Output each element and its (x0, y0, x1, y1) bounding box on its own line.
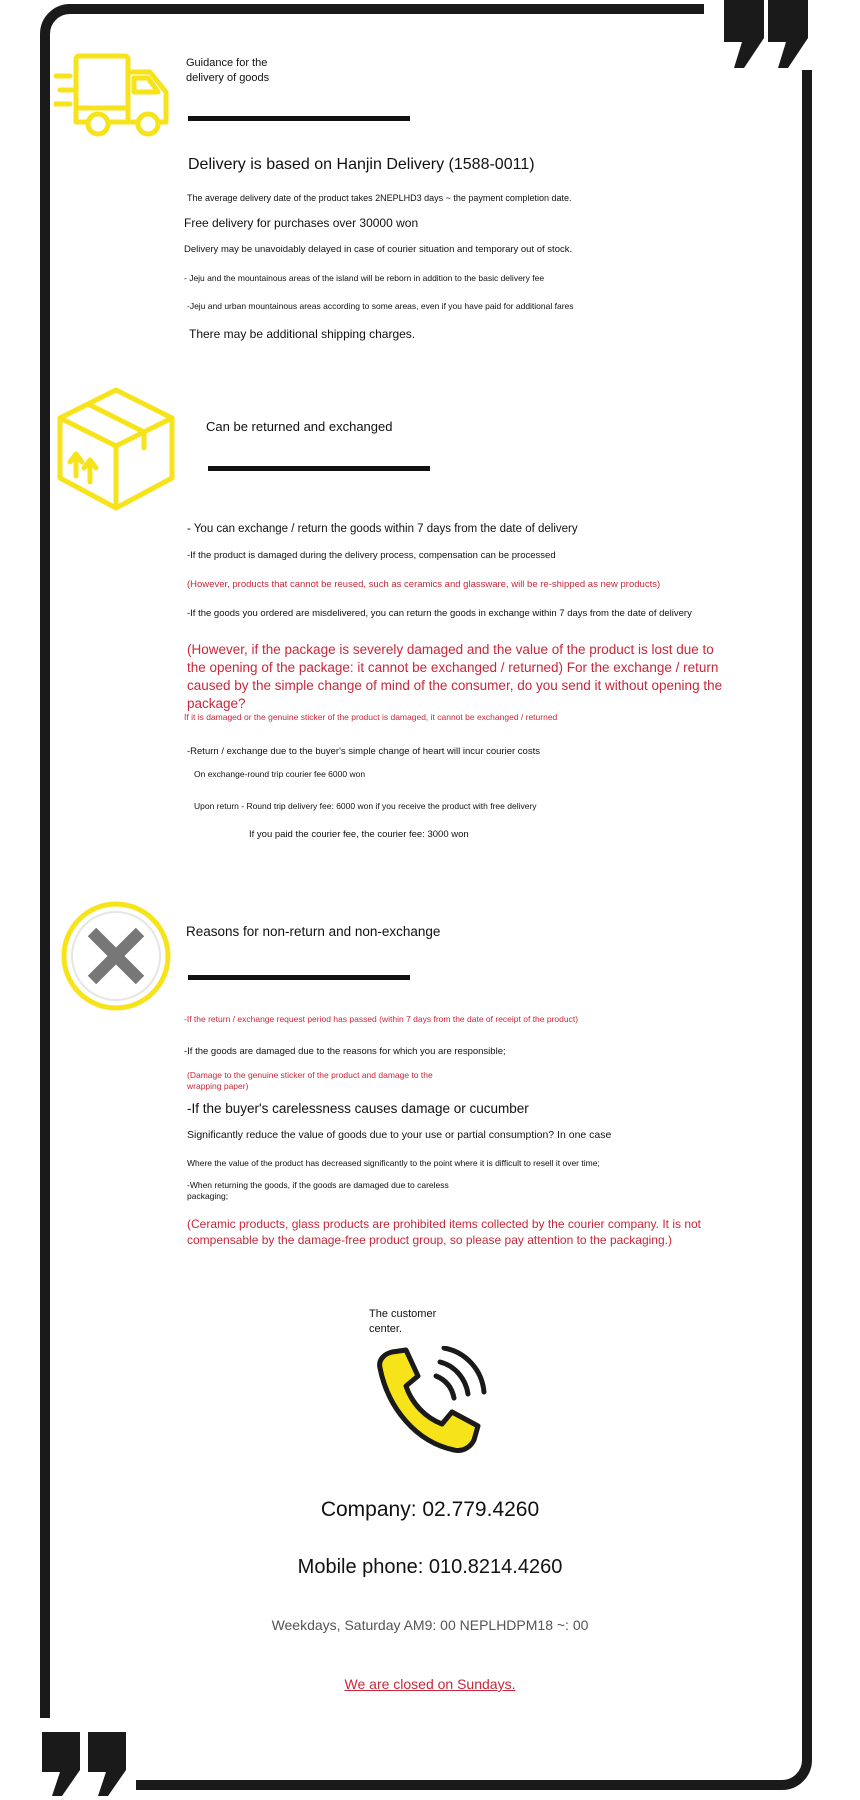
closing-quote-icon (704, 0, 812, 70)
non-return-carelessness: -If the buyer's carelessness causes damage or cucumber (187, 1101, 529, 1116)
closed-notice: We are closed on Sundays. (344, 1676, 516, 1692)
delivery-average: The average delivery date of the product takes 2NEPLHD3 days ~ the payment completion date. (187, 193, 572, 203)
non-return-divider (188, 975, 410, 980)
returns-exchange-fee: On exchange-round trip courier fee 6000 won (194, 769, 366, 779)
non-return-period: -If the return / exchange request period has passed (within 7 days from the date of receipt of the product) (184, 1014, 579, 1024)
business-hours: Weekdays, Saturday AM9: 00 NEPLHDPM18 ~: 00 (271, 1617, 589, 1633)
non-return-responsible: -If the goods are damaged due to the reasons for which you are responsible; (184, 1046, 506, 1057)
non-return-ceramic-note: (Ceramic products, glass products are prohibited items collected by the courier company. It is not compensable by the damage-free product group, so please pay attention to the packaging.) (187, 1217, 702, 1247)
returns-within-7-days: - You can exchange / return the goods within 7 days from the date of delivery (187, 523, 578, 535)
delivery-divider (188, 116, 410, 121)
mobile-phone: Mobile phone: 010.8214.4260 (297, 1556, 563, 1578)
delivery-delay: Delivery may be unavoidably delayed in case of courier situation and temporary out of stock. (184, 244, 573, 255)
package-box-icon (54, 384, 178, 517)
opening-quote-icon (40, 1718, 136, 1800)
non-return-heading: Reasons for non-return and non-exchange (186, 924, 441, 939)
delivery-carrier: Delivery is based on Hanjin Delivery (1588-0011) (188, 156, 535, 173)
returns-heading: Can be returned and exchanged (206, 419, 393, 434)
close-x-icon (58, 898, 174, 1019)
phone-icon (372, 1346, 496, 1459)
non-return-resell: Where the value of the product has decreased significantly to the point where it is difficult to resell it over time; (187, 1158, 600, 1168)
returns-sticker-note: If it is damaged or the genuine sticker of the product is damaged, it cannot be exchanged / returned (184, 712, 558, 722)
returns-return-fee: Upon return - Round trip delivery fee: 6000 won if you receive the product with free delivery (194, 801, 537, 811)
non-return-packaging: -When returning the goods, if the goods are damaged due to careless packaging; (187, 1180, 449, 1201)
returns-paid-fee: If you paid the courier fee, the courier fee: 3000 won (249, 829, 469, 840)
delivery-free: Free delivery for purchases over 30000 won (184, 216, 419, 230)
delivery-truck-icon (54, 46, 174, 147)
delivery-heading: Guidance for the delivery of goods (186, 57, 270, 84)
page-frame (40, 4, 812, 1790)
returns-divider (208, 466, 430, 471)
customer-center-label: The customer center. (369, 1308, 437, 1335)
non-return-reduce-value: Significantly reduce the value of goods due to your use or partial consumption? In one case (187, 1129, 612, 1141)
returns-severe-damage-note: (However, if the package is severely damaged and the value of the product is lost due to the opening of the package: it cannot be exchanged / returned) For the exchange / return caused by the simple change of mind of the consumer, do you send it without opening the package? (187, 642, 723, 711)
delivery-jeju-1: - Jeju and the mountainous areas of the island will be reborn in addition to the basic delivery fee (184, 273, 545, 283)
returns-ceramics-note: (However, products that cannot be reused, such as ceramics and glassware, will be re-shipped as new products) (187, 579, 661, 590)
returns-change-of-heart: -Return / exchange due to the buyer's simple change of heart will incur courier costs (187, 746, 540, 757)
company-phone: Company: 02.779.4260 (320, 1498, 540, 1521)
returns-misdelivered: -If the goods you ordered are misdelivered, you can return the goods in exchange within 7 days from the date of delivery (187, 608, 692, 619)
delivery-jeju-2: -Jeju and urban mountainous areas according to some areas, even if you have paid for additional fares (187, 301, 574, 311)
delivery-additional: There may be additional shipping charges. (189, 327, 416, 341)
returns-damaged-delivery: -If the product is damaged during the delivery process, compensation can be processed (187, 550, 556, 561)
non-return-sticker: (Damage to the genuine sticker of the product and damage to the wrapping paper) (187, 1070, 433, 1091)
